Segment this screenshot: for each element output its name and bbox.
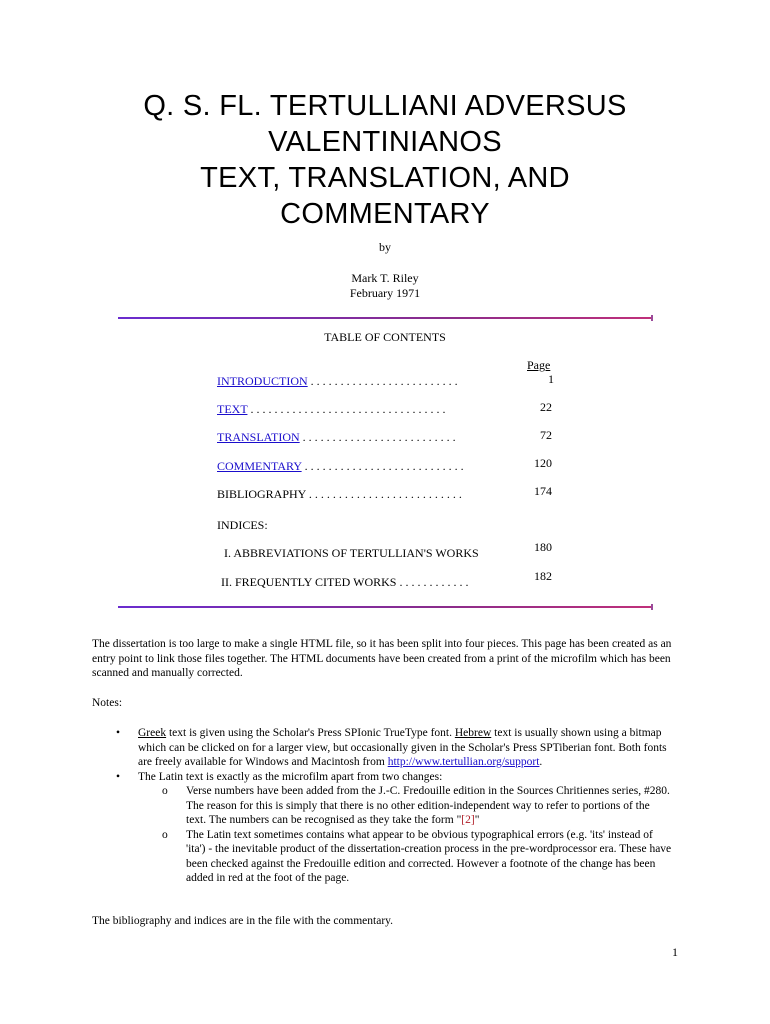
toc-dots: . . . . . . . . . . . . . . . . . . . . . . . . . . . . . . . . . [247,402,446,416]
divider-top [118,317,652,319]
title-line-2: VALENTINIANOS [268,126,502,158]
note-text: The Latin text is exactly as the microfilm apart from two changes: [138,770,443,783]
support-link[interactable]: http://www.tertullian.org/support [387,756,540,768]
toc-entry-commentary[interactable] [217,459,464,474]
toc-page-bibliography: 174 [534,484,552,498]
bullet-icon: • [116,727,121,739]
sub-list-item [92,784,672,828]
hebrew-label: Hebrew [454,727,492,739]
note-text: . [539,756,543,768]
intro-paragraph: The dissertation is too large to make a single HTML file, so it has been split into four pieces. This page has been created as an entry point to link those files together. The HTML documents have been created from a print of the microfilm which has been scanned and manually corrected. [92,638,672,679]
toc-label-bibliography: BIBLIOGRAPHY [217,487,306,501]
toc-dots: . . . . . . . . . . . . . . . . . . . . . . . . . [307,374,458,388]
verse-number-example: [2] [461,814,475,826]
byline-author: Mark T. Riley [351,271,419,285]
title-line-4: COMMENTARY [280,198,490,230]
toc-page-abbreviations: 180 [534,540,552,554]
toc-dots: . . . . . . . . . . . . . . . . . . . . . . . . . . . [301,459,464,473]
note-text: Verse numbers have been added from the J.-C. Fredouille edition in the Sources Chritiennes series, #280. The reason for this is simply that there is no other edition-independent way to refer to portions of the text. The numbers can be recognised as they take the form " [186,785,670,826]
toc-index-abbreviations: I. ABBREVIATIONS OF TERTULLIAN'S WORKS [224,546,479,560]
note-text: text is given using the Scholar's Press SPIonic TrueType font. [166,727,455,739]
toc-page-introduction: 1 [548,372,554,386]
toc-page-header: Page [527,358,551,372]
title-line-3: TEXT, TRANSLATION, AND [200,162,570,194]
toc-page-cited-works: 182 [534,569,552,583]
toc-link-introduction[interactable]: INTRODUCTION [217,374,308,388]
circle-bullet-icon: o [162,785,168,797]
toc-page-commentary: 120 [534,456,552,470]
toc-entry-translation[interactable] [217,430,456,445]
closing-paragraph: The bibliography and indices are in the file with the commentary. [92,915,394,927]
byline-date: February 1971 [349,286,421,300]
greek-label: Greek [138,727,167,739]
toc-page-translation: 72 [540,428,552,442]
toc-entry-bibliography [217,487,462,502]
note-text: The Latin text sometimes contains what appear to be obvious typographical errors (e.g. 'its' instead of 'ita') - the inevitable product of the dissertation-creation process in the pre-wordprocessor era. These have been checked against the Fredouille edition and corrected. However a footnote of the change has been added in red at the foot of the page. [186,828,672,884]
toc-index-cited-works: II. FREQUENTLY CITED WORKS . . . . . . . . . . . . [221,575,469,589]
toc-entry-introduction[interactable] [217,374,458,389]
toc-page-text: 22 [540,400,552,414]
toc-dots: . . . . . . . . . . . . . . . . . . . . . . . . . . [305,487,462,501]
toc-indices-label: INDICES: [217,518,268,532]
title-line-1: Q. S. FL. TERTULLIANI ADVERSUS [143,90,627,122]
circle-bullet-icon: o [162,828,168,841]
toc-link-text[interactable]: TEXT [217,402,248,416]
sub-list-item [92,828,672,886]
document-title [0,88,770,232]
list-item [92,770,672,785]
note-text: " [474,814,480,826]
list-item [92,726,672,770]
toc-heading: TABLE OF CONTENTS [324,330,446,344]
note-text: text is usually shown using a bitmap which can be clicked on for a larger view, but occasionally given in the Scholar's Press SPTiberian font. Both fonts are freely available for Windows and Macintosh from [138,727,667,768]
notes-label: Notes: [92,697,123,709]
toc-link-commentary[interactable]: COMMENTARY [217,459,302,473]
toc-link-translation[interactable]: TRANSLATION [217,430,300,444]
toc-entry-text[interactable] [217,402,445,417]
toc-dots: . . . . . . . . . . . . . . . . . . . . . . . . . . [299,430,456,444]
notes-list [92,726,672,886]
bullet-icon: • [116,770,121,783]
page-number: 1 [672,945,678,959]
divider-bottom [118,606,652,608]
byline-by: by [379,240,391,254]
